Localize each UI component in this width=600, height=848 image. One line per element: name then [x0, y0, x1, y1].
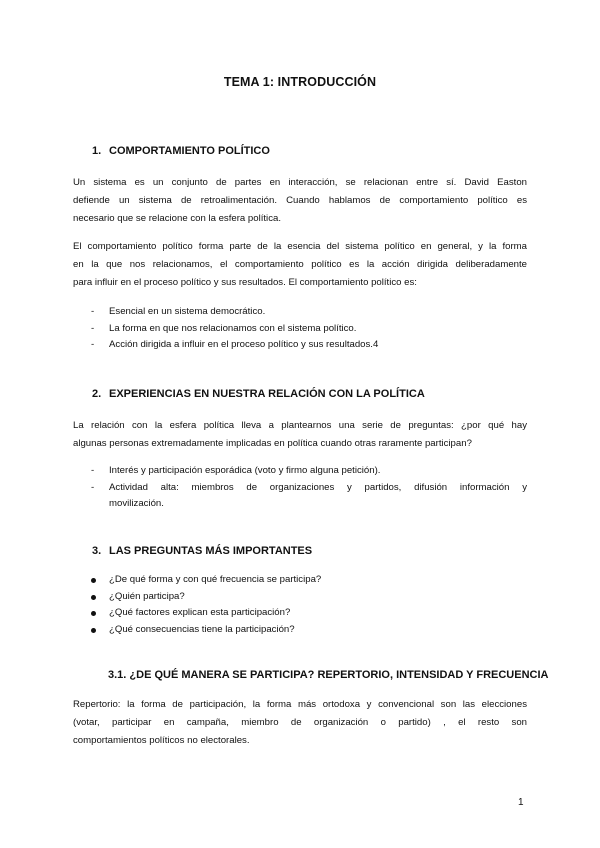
text-line: algunas personas extremadamente implicadas en política cuando otras raramente participan? [73, 438, 472, 449]
paragraph-3 [73, 417, 527, 453]
text-line: Un sistema es un conjunto de partes en interacción, se relacionan entre sí. David Easton [73, 177, 527, 188]
bullet-dot [91, 611, 96, 616]
list-item: - La forma en que nos relacionamos con el sistema político. [91, 321, 527, 338]
list-item: - Actividad alta: miembros de organizaciones y partidos, difusión información y movilización. [91, 481, 527, 509]
section-title: EXPERIENCIAS EN NUESTRA RELACIÓN CON LA POLÍTICA [109, 388, 425, 400]
section-title: ¿DE QUÉ MANERA SE PARTICIPA? REPERTORIO, INTENSIDAD Y FRECUENCIA [129, 669, 549, 681]
text-line: defiende un sistema de retroalimentación. Cuando hablamos de comportamiento político es [73, 195, 527, 206]
section-number: 2. [92, 388, 102, 400]
paragraph-2 [73, 238, 527, 292]
text-line: Repertorio: la forma de participación, la forma más ortodoxa y convencional son las elecciones [73, 699, 527, 710]
questions-list [91, 572, 527, 638]
text-line: en la que nos relacionamos, el comportamiento político es la acción dirigida deliberadamente [73, 259, 527, 270]
experience-list [91, 463, 527, 513]
section-title: LAS PREGUNTAS MÁS IMPORTANTES [109, 545, 313, 557]
dash-bullet: - [91, 465, 95, 476]
list-item: ¿Qué consecuencias tiene la participación? [91, 622, 527, 639]
list-item: ¿De qué forma y con qué frecuencia se participa? [91, 572, 527, 589]
list-item: ¿Qué factores explican esta participación? [91, 605, 527, 622]
text-line: para influir en el proceso político y sus resultados. El comportamiento político es: [73, 277, 417, 288]
dash-bullet: - [91, 339, 95, 350]
section-heading-3 [92, 545, 312, 557]
section-heading-1 [92, 145, 270, 157]
paragraph-1 [73, 174, 527, 228]
subsection-heading-3-1 [108, 669, 548, 681]
dash-bullet: - [91, 481, 95, 493]
page-number: 1 [518, 797, 524, 808]
document-title: TEMA 1: INTRODUCCIÓN [223, 75, 377, 89]
list-item: - Esencial en un sistema democrático. [91, 304, 527, 321]
section-heading-2 [92, 388, 425, 400]
section-number: 3.1. [108, 669, 127, 681]
dash-bullet: - [91, 322, 95, 334]
dash-bullet: - [91, 306, 95, 317]
text-line: comportamientos políticos no electorales. [73, 735, 250, 746]
paragraph-4 [73, 696, 527, 750]
text-line: La relación con la esfera política lleva a plantearnos una serie de preguntas: ¿por qué hay [73, 420, 527, 431]
bullet-dot [91, 595, 96, 600]
list-item: - Interés y participación esporádica (voto y firmo alguna petición). [91, 463, 527, 480]
text-line: (votar, participar en campaña, miembro de organización o partido) , el resto son [73, 717, 527, 728]
bullet-dot [91, 578, 96, 583]
list-item: ¿Quién participa? [91, 589, 527, 606]
behavior-list [91, 304, 527, 354]
list-item: - Acción dirigida a influir en el proceso político y sus resultados.4 [91, 337, 527, 354]
text-line: El comportamiento político forma parte de la esencia del sistema político en general, y la forma [73, 241, 527, 252]
section-title: COMPORTAMIENTO POLÍTICO [109, 145, 270, 157]
section-number: 3. [92, 545, 102, 557]
bullet-dot [91, 628, 96, 633]
text-line: necesario que se relacione con la esfera política. [73, 213, 281, 224]
section-number: 1. [92, 145, 102, 157]
